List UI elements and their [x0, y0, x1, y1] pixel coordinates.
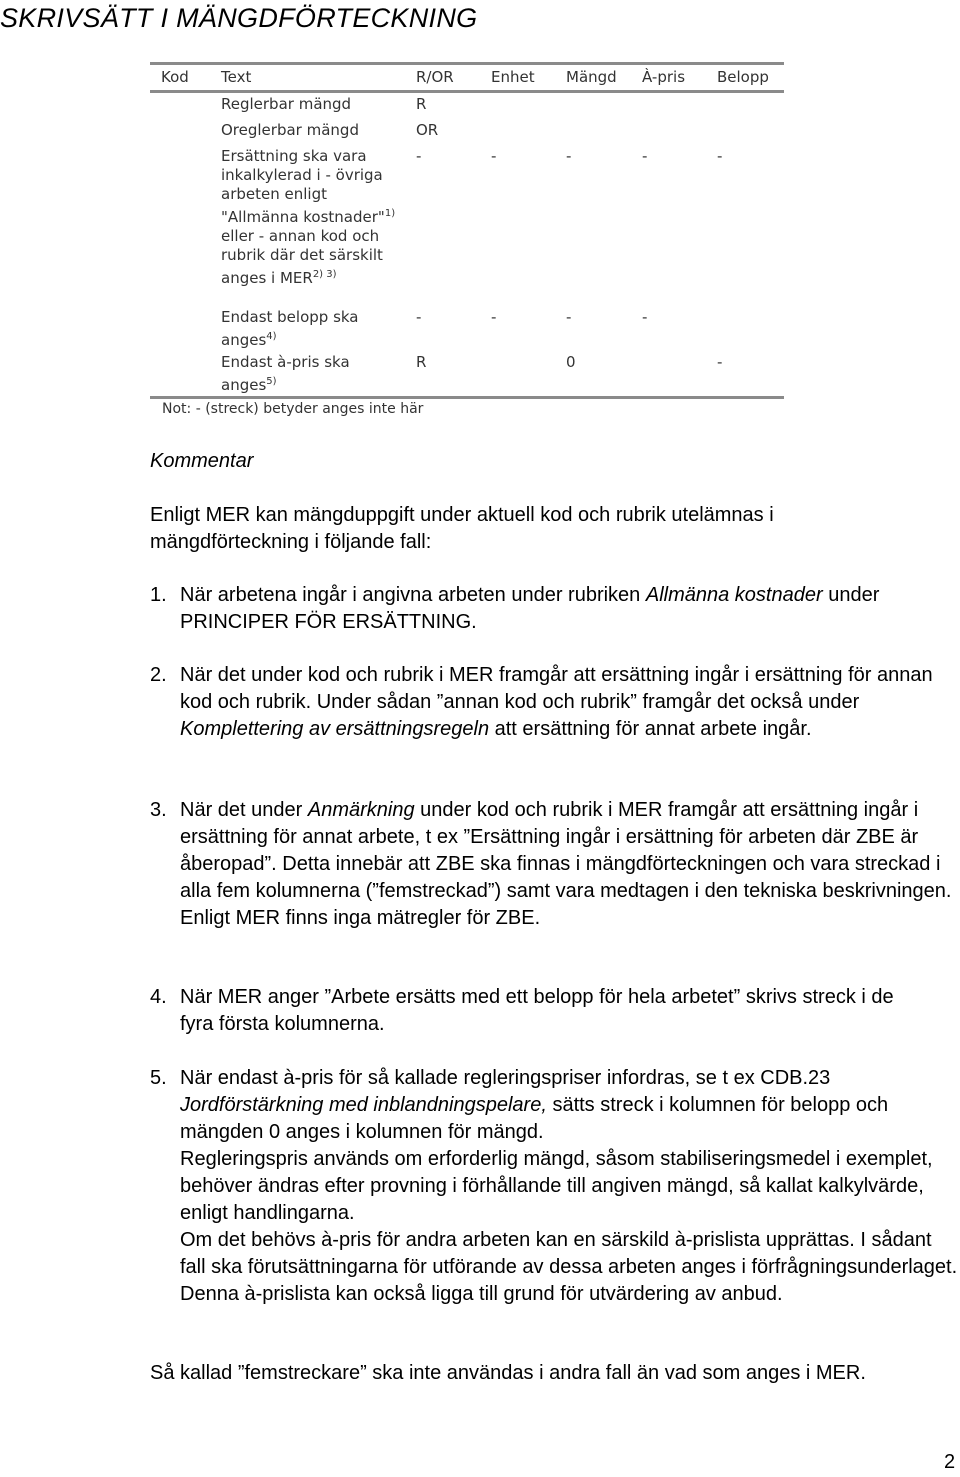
table-row-text: Oreglerbar mängd	[221, 121, 359, 139]
list-item-number: 3.	[150, 799, 167, 821]
table-cell-mangd: -	[566, 308, 572, 326]
col-header-ror: R/OR	[416, 68, 454, 86]
col-header-enhet: Enhet	[491, 68, 535, 86]
table-cell-ror: -	[416, 308, 422, 326]
closing-paragraph: Så kallad ”femstreckare” ska inte användas i andra fall än vad som anges i MER.	[150, 1362, 866, 1384]
list-item-number: 4.	[150, 986, 167, 1008]
col-header-apris: À-pris	[642, 68, 686, 86]
list-item-number: 1.	[150, 584, 167, 606]
table-cell-mangd: -	[566, 147, 572, 165]
col-header-text: Text	[221, 68, 252, 86]
list-item-number: 2.	[150, 664, 167, 686]
table-cell-ror: OR	[416, 121, 439, 139]
table-cell-apris: -	[642, 147, 648, 165]
table-header-rule	[150, 90, 784, 93]
list-item-number: 5.	[150, 1067, 167, 1089]
table-cell-ror: R	[416, 353, 427, 371]
col-header-mangd: Mängd	[566, 68, 617, 86]
page-title: SKRIVSÄTT I MÄNGDFÖRTECKNING	[0, 3, 478, 33]
list-item: När det under Anmärkning under kod och rubrik i MER framgår att ersättning ingår i ersättning för annat arbete, t ex ”Ersättning ingår i ersättning för arbeten där ZBE är åberopad”. Detta innebär att ZBE ska finnas i mängdförteckningen och vara streckad i alla fem kolumnerna (”femstreckad”) samt vara medtagen i den tekniska beskrivningen. Enligt MER finns inga mätregler för ZBE.	[180, 799, 952, 929]
table-cell-enhet: -	[491, 147, 497, 165]
table-cell-enhet: -	[491, 308, 497, 326]
quantity-table	[150, 62, 784, 417]
kommentar-heading: Kommentar	[150, 450, 254, 472]
page-number: 2	[944, 1451, 956, 1473]
table-cell-ror: -	[416, 147, 422, 165]
list-item: När MER anger ”Arbete ersätts med ett belopp för hela arbetet” skrivs streck i de fyra första kolumnerna.	[180, 986, 894, 1035]
table-note: Not: - (streck) betyder anges inte här	[162, 401, 424, 417]
list-item: När arbetena ingår i angivna arbeten under rubriken Allmänna kostnader under PRINCIPER FÖR ERSÄTTNING.	[180, 584, 880, 633]
col-header-kod: Kod	[161, 68, 189, 86]
table-cell-belopp: -	[717, 353, 723, 371]
table-bottom-rule	[150, 396, 784, 399]
table-cell-ror: R	[416, 95, 427, 113]
table-row-text: Endast à-pris ska anges$^{5)}$	[221, 353, 350, 394]
list-item: När endast à-pris för så kallade regleringspriser infordras, se t ex CDB.23 Jordförstärkning med inblandningspelare, sätts streck i kolumnen för belopp och mängden 0 anges i kolumnen för mängd. Regleringspris används om erforderlig mängd, såsom stabiliseringsmedel i exemplet, behöver ändras efter provning i förhållande till angiven mängd, så kallat kalkylvärde, enligt handlingarna. Om det behövs à-pris för andra arbeten kan en särskild à-prislista upprättas. I sådant fall ska förutsättningarna för utförande av dessa arbeten anges i förfrågningsunderlaget. Denna à-prislista kan också ligga till grund för utvärdering av anbud.	[180, 1067, 958, 1305]
table-top-rule	[150, 62, 784, 65]
table-row-text: Ersättning ska vara inkalkylerad i - övriga arbeten enligt "Allmänna kostnader"$^{1)}$ eller - annan kod och rubrik där det särskilt anges i $MER^{2) 3)}$	[221, 147, 396, 287]
table-cell-mangd: 0	[566, 353, 576, 371]
table-cell-apris: -	[642, 308, 648, 326]
table-cell-belopp: -	[717, 147, 723, 165]
table-row-text: Reglerbar mängd	[221, 95, 352, 113]
list-item: När det under kod och rubrik i MER framgår att ersättning ingår i ersättning för annan kod och rubrik. Under sådan ”annan kod och rubrik” framgår det också under Komplettering av ersättningsregeln att ersättning för annat arbete ingår.	[180, 664, 933, 740]
col-header-belopp: Belopp	[717, 68, 769, 86]
table-row-text: Endast belopp ska anges$^{4)}$	[221, 308, 359, 349]
intro-paragraph: Enligt MER kan mängduppgift under aktuell kod och rubrik utelämnas i mängdförteckning i följande fall:	[150, 504, 774, 553]
